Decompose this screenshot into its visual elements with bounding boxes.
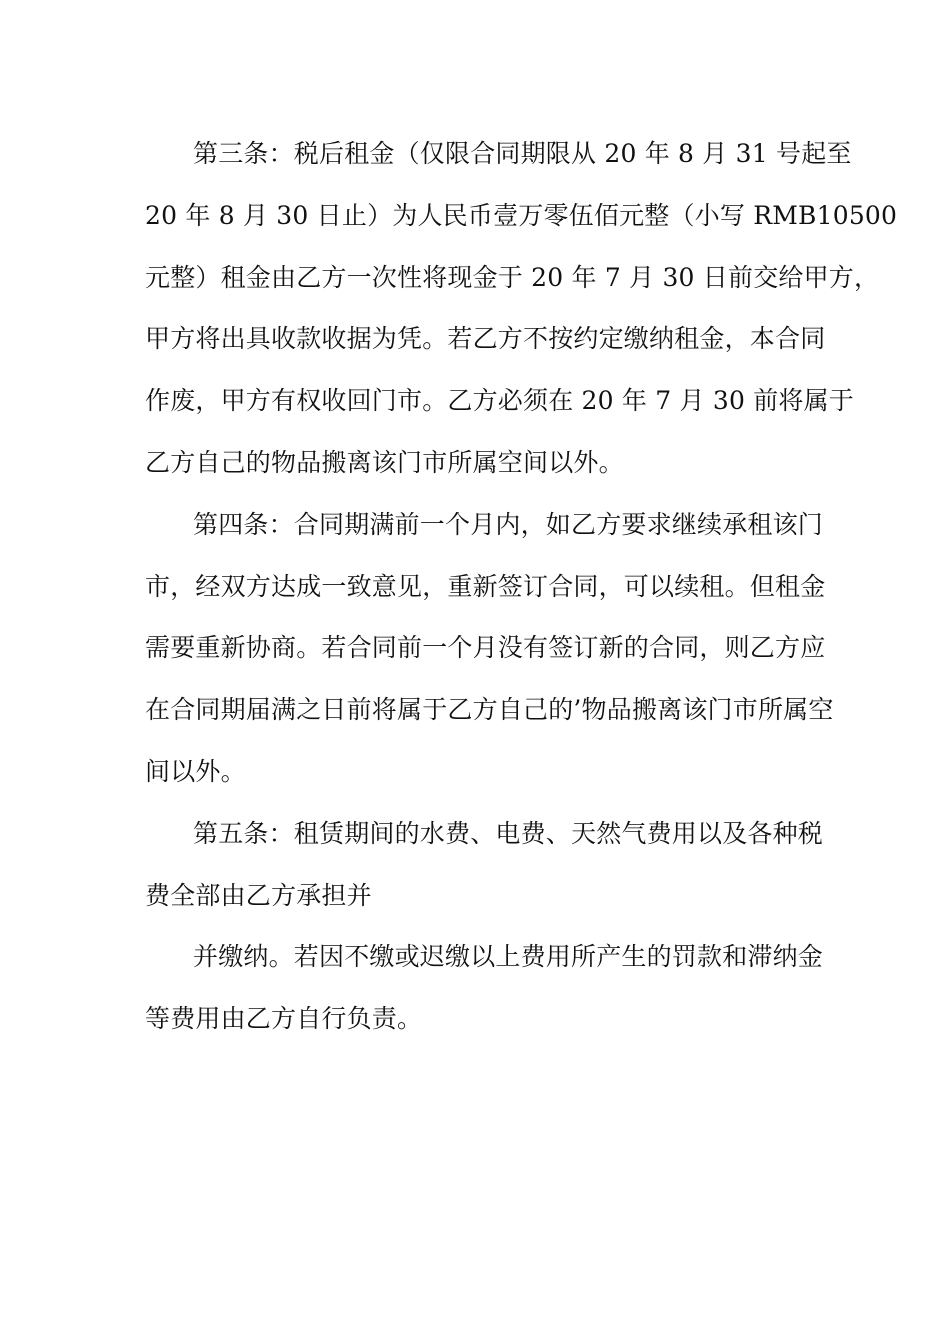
article-3-line-3: 元整）租金由乙方一次性将现金于 20 年 7 月 30 日前交给甲方， — [145, 262, 880, 292]
article-4-line-5: 间以外。 — [145, 756, 246, 786]
article-3-line-4: 甲方将出具收款收据为凭。若乙方不按约定缴纳租金，本合同 — [145, 324, 826, 354]
article-5-line-2: 费全部由乙方承担并 — [145, 880, 372, 910]
article-4-line-3: 需要重新协商。若合同前一个月没有签订新的合同，则乙方应 — [145, 633, 826, 663]
article-4-line-1: 第四条：合同期满前一个月内，如乙方要求继续承租该门 — [193, 509, 824, 539]
article-5-line-4: 等费用由乙方自行负责。 — [145, 1004, 423, 1034]
article-3-line-6: 乙方自己的物品搬离该门市所属空间以外。 — [145, 447, 624, 477]
article-3-line-2: 20 年 8 月 30 日止）为人民币壹万零伍佰元整（小写 RMB10500 — [145, 200, 898, 230]
article-3-line-5: 作废，甲方有权收回门市。乙方必须在 20 年 7 月 30 前将属于 — [145, 386, 855, 416]
article-4-line-4: 在合同期届满之日前将属于乙方自己的’物品搬离该门市所属空 — [145, 695, 834, 725]
document-body — [145, 126, 898, 1053]
article-5-line-1: 第五条：租赁期间的水费、电费、天然气费用以及各种税 — [193, 818, 824, 848]
article-5-line-3: 并缴纳。若因不缴或迟缴以上费用所产生的罚款和滞纳金 — [193, 942, 824, 972]
article-3-line-1: 第三条：税后租金（仅限合同期限从 20 年 8 月 31 号起至 — [193, 139, 852, 168]
article-4-line-2: 市，经双方达成一致意见，重新签订合同，可以续租。但租金 — [145, 571, 826, 601]
